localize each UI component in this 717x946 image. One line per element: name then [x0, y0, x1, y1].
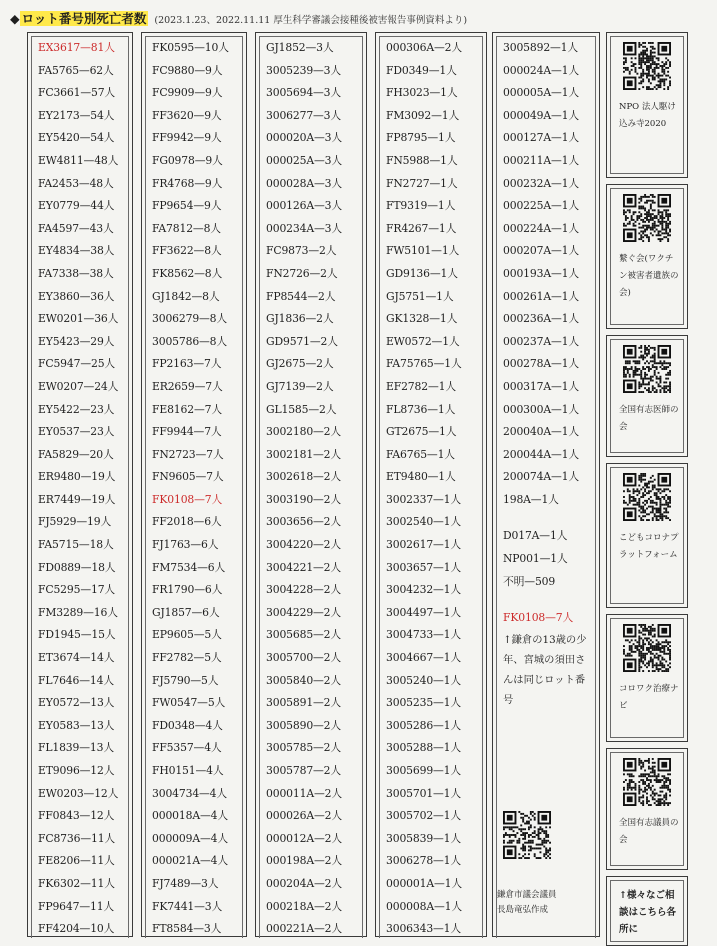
lot-entry: FG0978—9人	[152, 153, 223, 167]
lot-entry: 000012A—2人	[266, 831, 342, 845]
lot-entry: FR4267—1人	[386, 221, 457, 235]
lot-entry: FK6302—11人	[38, 876, 115, 890]
qr-caption: NPO 法人駆け込み寺2020	[619, 102, 676, 129]
lot-entry: 000261A—1人	[503, 289, 579, 303]
lot-entry: EX3617—81人	[38, 41, 115, 54]
lot-entry: 3005701—1人	[386, 786, 462, 800]
lot-entry: 3005890—2人	[266, 718, 342, 732]
lot-entry: 3005239—3人	[266, 63, 342, 77]
lot-entry: 3003190—2人	[266, 492, 342, 506]
lot-entry: FT8584—3人	[152, 922, 222, 936]
lot-entry: 3002337—1人	[386, 492, 462, 506]
lot-entry: FD0349—1人	[386, 63, 457, 77]
lot-entry: 000211A—1人	[503, 153, 579, 167]
lot-entry: 000232A—1人	[503, 176, 579, 190]
lot-entry: EW4811—48人	[38, 153, 119, 167]
author-caption	[497, 888, 595, 918]
lot-entry: 3005288—1人	[386, 741, 462, 755]
lot-entry: 3005891—2人	[266, 696, 342, 710]
lot-entry: 3006343—1人	[386, 922, 462, 936]
lot-entry: FC5295—17人	[38, 583, 116, 597]
lot-entry: 3005786—8人	[152, 334, 228, 348]
lot-entry: FD0348—4人	[152, 718, 223, 732]
lot-entry: FE8162—7人	[152, 402, 222, 416]
entry-list	[38, 37, 130, 941]
lot-entry: 3004228—2人	[266, 583, 342, 597]
lot-entry: 3004734—4人	[152, 786, 228, 800]
lot-entry: 3005785—2人	[266, 741, 342, 755]
lot-entry: FF2018—6人	[152, 515, 222, 529]
qr-link-box[interactable]	[606, 335, 688, 457]
lot-entry: FL1839—13人	[38, 741, 114, 755]
lot-entry: FP9647—11人	[38, 899, 115, 913]
lot-entry: 000049A—1人	[503, 108, 579, 122]
source-note: (2023.1.23、2022.11.11 厚生科学審議会接種後被害報告事例資料より)	[154, 15, 468, 26]
qr-code-icon	[503, 811, 551, 859]
lot-entry: 000300A—1人	[503, 402, 579, 416]
lot-entry: 000193A—1人	[503, 266, 579, 280]
lot-entry: FA6765—1人	[386, 447, 455, 461]
qr-link-box[interactable]	[606, 748, 688, 870]
qr-code-icon	[623, 473, 671, 521]
qr-caption: 全国有志議員の会	[619, 818, 679, 845]
lot-entry: 3006277—3人	[266, 108, 342, 122]
lot-entry: EY2173—54人	[38, 108, 115, 122]
lot-entry: FK7441—3人	[152, 899, 223, 913]
page-header	[10, 8, 710, 30]
lot-entry: EW0572—1人	[386, 334, 460, 348]
lot-entry: FC5947—25人	[38, 357, 116, 371]
lot-entry: EY5423—29人	[38, 334, 115, 348]
lot-entry: FH0151—4人	[152, 764, 224, 777]
lot-entry: FP2163—7人	[152, 357, 222, 371]
lot-entry: FA4597—43人	[38, 221, 114, 235]
lot-entry: FN5988—1人	[386, 153, 458, 167]
lot-entry: EW0201—36人	[38, 312, 119, 326]
consult-box	[606, 876, 688, 946]
lot-entry: 000011A—2人	[266, 786, 342, 800]
qr-code-icon	[623, 758, 671, 806]
lot-entry: FF5357—4人	[152, 741, 222, 755]
lot-entry: 000306A—2人	[386, 41, 462, 54]
lot-entry: FA5829—20人	[38, 447, 114, 461]
lot-entry: ET9480—1人	[386, 470, 456, 484]
lot-entry: 000005A—1人	[503, 86, 579, 100]
lot-entry: EW0207—24人	[38, 379, 119, 393]
lot-entry: 3004229—2人	[266, 605, 342, 619]
lot-entry: 3005286—1人	[386, 718, 462, 732]
lot-entry: 000018A—4人	[152, 809, 228, 823]
lot-entry: EY5420—54人	[38, 131, 115, 145]
qr-code-icon	[623, 194, 671, 242]
qr-link-box[interactable]	[606, 32, 688, 178]
qr-link-box[interactable]	[606, 184, 688, 329]
lot-entry: FC8736—11人	[38, 831, 116, 845]
lot-entry: FC9880—9人	[152, 63, 223, 77]
lot-entry: 000234A—3人	[266, 221, 342, 235]
entry-list	[266, 37, 364, 941]
lot-entry: 000028A—3人	[266, 176, 342, 190]
lot-entry: 000024A—1人	[503, 63, 579, 77]
lot-entry: FC9873—2人	[266, 244, 337, 258]
lot-entry: FK0108—7人	[152, 492, 223, 506]
lot-entry: FE8206—11人	[38, 854, 115, 868]
lot-entry: 3002181—2人	[266, 447, 342, 461]
lot-entry: 000204A—2人	[266, 876, 342, 890]
lot-entry: 3004220—2人	[266, 538, 342, 552]
lot-column-1	[27, 32, 133, 937]
lot-entry: 000198A—2人	[266, 854, 342, 868]
lot-entry: FK8562—8人	[152, 266, 223, 280]
lot-entry: GJ1842—8人	[152, 289, 220, 303]
diamond-bullet-icon: ◆	[10, 11, 20, 26]
lot-entry: 000224A—1人	[503, 221, 579, 235]
lot-entry: FM7534—6人	[152, 560, 226, 574]
lot-entry: FL7646—14人	[38, 673, 114, 687]
lot-entry: EY4834—38人	[38, 244, 115, 258]
lot-entry: GT2675—1人	[386, 425, 457, 439]
lot-entry: FA7338—38人	[38, 266, 114, 280]
lot-entry: FN2727—1人	[386, 176, 458, 190]
lot-entry: 3005240—1人	[386, 673, 462, 687]
lot-entry: 000009A—4人	[152, 831, 228, 845]
lot-entry: FF2782—5人	[152, 651, 222, 665]
lot-entry: 3005685—2人	[266, 628, 342, 642]
lot-entry: 000278A—1人	[503, 357, 579, 371]
lot-entry: FW0547—5人	[152, 696, 226, 710]
lot-entry: EY0572—13人	[38, 696, 115, 710]
lot-entry: FN2726—2人	[266, 266, 338, 280]
lot-entry: GK1328—1人	[386, 312, 458, 326]
lot-entry: FF0843—12人	[38, 809, 115, 823]
lot-entry: 3005839—1人	[386, 831, 462, 845]
lot-entry: 000127A—1人	[503, 131, 579, 145]
qr-link-box[interactable]	[606, 463, 688, 608]
lot-entry: GD9571—2人	[266, 334, 338, 348]
lot-entry: 3002540—1人	[386, 515, 462, 529]
qr-code-icon	[623, 345, 671, 393]
lot-entry: GL1585—2人	[266, 402, 337, 416]
lot-entry: EY0583—13人	[38, 718, 115, 732]
lot-entry: EY0537—23人	[38, 425, 115, 439]
lot-entry: 3006279—8人	[152, 312, 228, 326]
lot-entries	[503, 37, 597, 511]
lot-entry: GJ1857—6人	[152, 605, 220, 619]
lot-entry: 3002618—2人	[266, 470, 342, 484]
qr-code-icon	[623, 42, 671, 90]
lot-entry: 3002617—1人	[386, 538, 462, 552]
lot-entry: GJ1836—2人	[266, 312, 334, 326]
entry-list	[386, 37, 484, 941]
lot-entry: D017A—1人	[503, 529, 568, 543]
lot-entry: FN2723—7人	[152, 447, 224, 461]
lot-entry: 不明—509	[503, 574, 556, 588]
lot-entry: FR1790—6人	[152, 583, 223, 597]
lot-entry: 3005787—2人	[266, 764, 342, 777]
lot-entry: 3004497—1人	[386, 605, 462, 619]
lot-entry: FA75765—1人	[386, 357, 462, 371]
lot-entry: EP9605—5人	[152, 628, 222, 642]
page-title: ロット番号別死亡者数	[21, 11, 147, 26]
qr-code-icon	[623, 624, 671, 672]
lot-entry: 3004221—2人	[266, 560, 342, 574]
lot-entry: EY0779—44人	[38, 199, 115, 213]
lot-entry: GJ5751—1人	[386, 289, 454, 303]
author-caption-line: 長島竜弘作成	[497, 905, 549, 915]
lot-entry: 3002180—2人	[266, 425, 342, 439]
lot-entry: FJ7489—3人	[152, 876, 219, 890]
lot-entry: 3005235—1人	[386, 696, 462, 710]
lot-entry: 200044A—1人	[503, 447, 579, 461]
lot-entry: FN9605—7人	[152, 470, 224, 484]
lot-entry: FC9909—9人	[152, 86, 223, 100]
lot-entry: FK0595—10人	[152, 41, 229, 54]
qr-link-box[interactable]	[606, 614, 688, 742]
lot-entry: 000218A—2人	[266, 899, 342, 913]
lot-entry: 000126A—3人	[266, 199, 342, 213]
lot-entry: 000025A—3人	[266, 153, 342, 167]
lot-entry: FM3289—16人	[38, 605, 118, 619]
lot-entry: FF9944—7人	[152, 425, 222, 439]
lot-entry: FJ5790—5人	[152, 673, 219, 687]
qr-caption: 繋ぐ会(ワクチン被害者遺族の会)	[619, 254, 679, 298]
lot-entry: FA5765—62人	[38, 63, 114, 77]
lot-entry: 3003657—1人	[386, 560, 462, 574]
lot-note: ↑鎌倉の13歳の少年、宮城の須田さんは同じロット番号	[503, 633, 587, 706]
lot-entry: 000001A—1人	[386, 876, 462, 890]
lot-entry: FF4204—10人	[38, 922, 115, 936]
lot-entry: FF9942—9人	[152, 131, 222, 145]
lot-entry: ER2659—7人	[152, 379, 223, 393]
lot-entry: 3005892—1人	[503, 41, 579, 54]
lot-entry: FF3622—8人	[152, 244, 222, 258]
lot-entry: 000026A—2人	[266, 809, 342, 823]
spacer	[503, 593, 597, 607]
lot-entry: 000317A—1人	[503, 379, 579, 393]
lot-entry: NP001—1人	[503, 552, 568, 566]
lot-entry: 000237A—1人	[503, 334, 579, 348]
lot-entry: 000221A—2人	[266, 922, 342, 936]
lot-entry: GD9136—1人	[386, 266, 458, 280]
entry-list	[503, 37, 597, 710]
lot-entry: 198A—1人	[503, 492, 559, 506]
lot-entry: 3004667—1人	[386, 651, 462, 665]
lot-entry: GJ2675—2人	[266, 357, 334, 371]
spacer	[503, 511, 597, 525]
lot-entry: 000020A—3人	[266, 131, 342, 145]
lot-entry: 000021A—4人	[152, 854, 228, 868]
author-caption-line: 鎌倉市議会議員	[497, 890, 557, 900]
lot-entry: 3004733—1人	[386, 628, 462, 642]
lot-entry: FA2453—48人	[38, 176, 114, 190]
lot-entry: 3005702—1人	[386, 809, 462, 823]
lot-entry: FD0889—18人	[38, 560, 116, 574]
lot-entry: FW5101—1人	[386, 244, 460, 258]
lot-entry: 3005694—3人	[266, 86, 342, 100]
lot-column-3	[255, 32, 367, 937]
lot-entry: FA5715—18人	[38, 538, 114, 552]
lot-column-2	[141, 32, 247, 937]
qr-caption: こどもコロナプラットフォーム	[619, 533, 679, 560]
lot-entry: 3004232—1人	[386, 583, 462, 597]
lot-entry: EW0203—12人	[38, 786, 119, 800]
lot-entry: 3006278—1人	[386, 854, 462, 868]
lot-entry: FM3092—1人	[386, 108, 460, 122]
lot-entry: GJ7139—2人	[266, 379, 334, 393]
lot-entry: FT9319—1人	[386, 199, 456, 213]
lot-entry: FJ5929—19人	[38, 515, 112, 529]
lot-entry: EY3860—36人	[38, 289, 115, 303]
lot-entry: FD1945—15人	[38, 628, 116, 642]
lot-entry: 000225A—1人	[503, 199, 579, 213]
qr-caption: 全国有志医師の会	[619, 405, 679, 432]
lot-entry: EF2782—1人	[386, 379, 456, 393]
lot-entry: 000207A—1人	[503, 244, 579, 258]
lot-entry: EY5422—23人	[38, 402, 115, 416]
lot-entry: 200074A—1人	[503, 470, 579, 484]
lot-entry: FF3620—9人	[152, 108, 222, 122]
lot-entry: 3005699—1人	[386, 764, 462, 777]
lot-entry: 3005700—2人	[266, 651, 342, 665]
extra-entries	[503, 525, 597, 593]
lot-entry: ER9480—19人	[38, 470, 116, 484]
consult-caption: ↑様々なご相談はこちら各所に	[619, 890, 677, 935]
lot-entry: ET9096—12人	[38, 764, 115, 777]
lot-entry: FP9654—9人	[152, 199, 222, 213]
lot-entry: 3003656—2人	[266, 515, 342, 529]
lot-entry: ET3674—14人	[38, 651, 115, 665]
highlight-lot: FK0108—7人	[503, 611, 574, 625]
entry-list	[152, 37, 244, 941]
lot-entry: FA7812—8人	[152, 221, 221, 235]
lot-entry: 200040A—1人	[503, 425, 579, 439]
lot-entry: FR4768—9人	[152, 176, 223, 190]
lot-column-4	[375, 32, 487, 937]
lot-entry: FP8795—1人	[386, 131, 456, 145]
lot-column-5	[492, 32, 600, 937]
lot-entry: FH3023—1人	[386, 86, 458, 100]
lot-entry: FP8544—2人	[266, 289, 336, 303]
lot-entry: ER7449—19人	[38, 492, 116, 506]
lot-entry: GJ1852—3人	[266, 41, 334, 54]
lot-entry: 000236A—1人	[503, 312, 579, 326]
lot-entry: FJ1763—6人	[152, 538, 219, 552]
qr-caption: コロワク治療ナビ	[619, 684, 679, 711]
lot-entry: 000008A—1人	[386, 899, 462, 913]
lot-entry: FC3661—57人	[38, 86, 116, 100]
lot-entry: FL8736—1人	[386, 402, 456, 416]
lot-entry: 3005840—2人	[266, 673, 342, 687]
